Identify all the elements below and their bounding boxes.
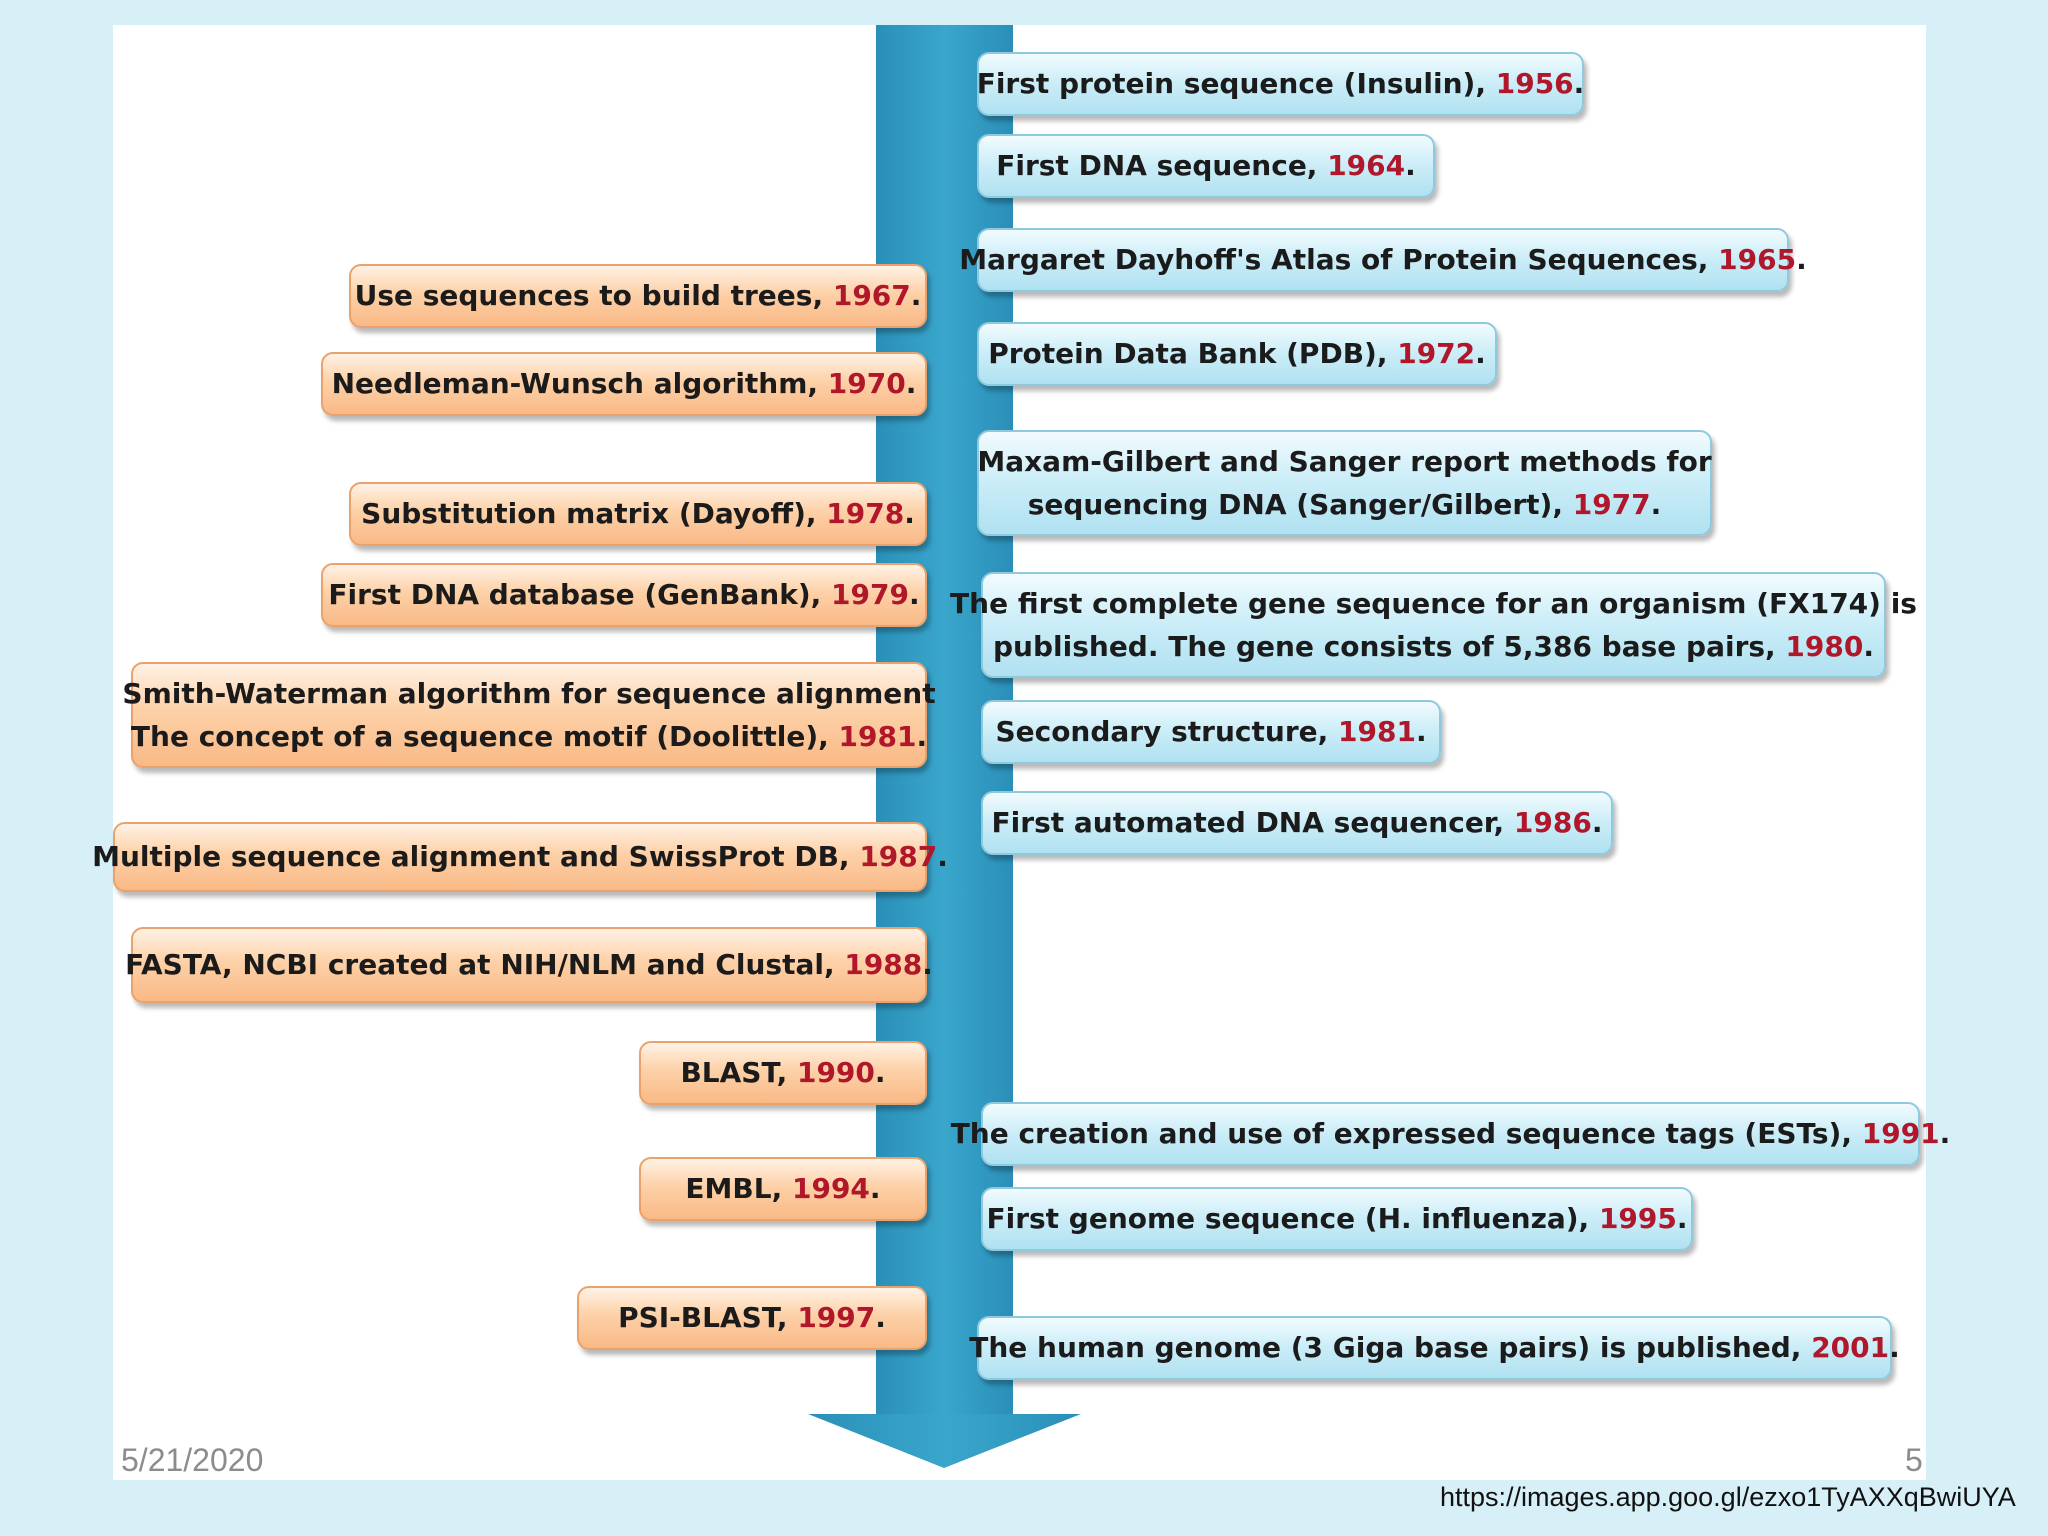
event-box-right	[981, 1187, 1693, 1251]
event-line	[996, 144, 1416, 188]
event-year: 1978	[826, 497, 905, 530]
event-text: Multiple sequence alignment and SwissProt DB,	[92, 840, 860, 873]
event-line	[122, 715, 935, 758]
event-box-left	[639, 1157, 927, 1221]
event-year: 1980	[1785, 630, 1864, 663]
event-end: .	[922, 948, 933, 981]
event-box-left	[321, 563, 927, 627]
event-end: .	[905, 367, 917, 400]
event-box-left	[349, 482, 927, 546]
event-end: .	[869, 1172, 881, 1205]
event-text: First protein sequence (Insulin),	[976, 67, 1496, 100]
event-end: .	[910, 279, 922, 312]
event-box-right	[950, 1102, 1951, 1166]
event-end: .	[1889, 1331, 1900, 1364]
event-year: 2001	[1811, 1331, 1890, 1364]
event-year: 1979	[831, 578, 909, 611]
event-year: 1981	[1338, 715, 1416, 748]
event-text: FASTA, NCBI created at NIH/NLM and Clustal,	[125, 948, 845, 981]
event-box-left	[321, 352, 927, 416]
event-year: 1997	[797, 1301, 876, 1334]
event-line	[995, 710, 1426, 754]
event-line	[950, 582, 1917, 625]
event-text: Smith-Waterman algorithm for sequence alignment	[122, 677, 936, 710]
event-text: First automated DNA sequencer,	[991, 806, 1514, 839]
event-box-right	[977, 430, 1712, 536]
event-line	[618, 1296, 886, 1340]
event-text: Protein Data Bank (PDB),	[988, 337, 1398, 370]
event-text: BLAST,	[680, 1056, 797, 1089]
event-box-left	[92, 822, 948, 892]
event-year: 1995	[1598, 1202, 1677, 1235]
event-year: 1986	[1513, 806, 1592, 839]
event-text: published. The gene consists of 5,386 base pairs,	[993, 630, 1786, 663]
event-box-left	[125, 927, 933, 1003]
event-box-right	[959, 228, 1807, 292]
event-text: Substitution matrix (Dayoff),	[361, 497, 827, 530]
event-text: sequencing DNA (Sanger/Gilbert),	[1027, 488, 1573, 521]
event-text: The first complete gene sequence for an organism (FX174) is	[950, 587, 1917, 620]
event-year: 1987	[859, 840, 938, 873]
event-line	[951, 1112, 1951, 1156]
event-year: 1990	[796, 1056, 875, 1089]
event-box-right	[981, 791, 1613, 855]
event-line	[977, 483, 1711, 526]
event-end: .	[875, 1301, 886, 1334]
event-text: PSI-BLAST,	[618, 1301, 798, 1334]
event-end: .	[1405, 149, 1416, 182]
event-line	[680, 1051, 885, 1095]
event-box-right	[950, 572, 1917, 678]
event-line	[685, 1167, 880, 1211]
event-year: 1991	[1861, 1117, 1940, 1150]
timeline-arrowhead	[808, 1414, 1081, 1468]
event-line	[950, 625, 1917, 668]
event-year: 1970	[827, 367, 906, 400]
event-year: 1965	[1718, 243, 1797, 276]
event-year: 1994	[791, 1172, 870, 1205]
event-end: .	[1415, 715, 1427, 748]
event-box-right	[977, 322, 1497, 386]
event-line	[125, 943, 933, 987]
event-text: Use sequences to build trees,	[354, 279, 833, 312]
event-end: .	[1676, 1202, 1688, 1235]
event-end: .	[1573, 67, 1585, 100]
event-year: 1981	[838, 720, 917, 753]
event-end: .	[1591, 806, 1603, 839]
event-end: .	[908, 578, 920, 611]
event-text: The human genome (3 Giga base pairs) is published,	[969, 1331, 1812, 1364]
event-end: .	[937, 840, 948, 873]
event-line	[977, 62, 1585, 106]
event-line	[986, 1197, 1687, 1241]
event-text: First genome sequence (H. influenza),	[986, 1202, 1599, 1235]
event-year: 1988	[844, 948, 923, 981]
event-line	[92, 835, 948, 879]
event-text: EMBL,	[685, 1172, 792, 1205]
source-url: https://images.app.goo.gl/ezxo1TyAXXqBwiUYA	[1440, 1482, 2016, 1512]
event-box-left	[349, 264, 927, 328]
event-year: 1972	[1397, 337, 1476, 370]
slide-page-number: 5	[1905, 1442, 1923, 1478]
event-box-left	[122, 662, 936, 768]
event-box-right	[981, 700, 1441, 764]
event-box-left	[577, 1286, 927, 1350]
event-line	[992, 801, 1603, 845]
event-line	[361, 492, 915, 536]
event-text: The concept of a sequence motif (Doolittle),	[130, 720, 839, 753]
event-end: .	[1650, 488, 1662, 521]
event-year: 1967	[832, 279, 911, 312]
event-text: Needleman-Wunsch algorithm,	[331, 367, 828, 400]
event-end: .	[1796, 243, 1807, 276]
event-line	[988, 332, 1486, 376]
event-line	[969, 1326, 1900, 1370]
event-box-right	[969, 1316, 1900, 1380]
event-box-right	[977, 52, 1584, 116]
event-end: .	[904, 497, 915, 530]
event-line	[122, 672, 935, 715]
event-text: The creation and use of expressed sequence tags (ESTs),	[950, 1117, 1862, 1150]
event-box-right	[977, 134, 1435, 198]
event-text: First DNA database (GenBank),	[328, 578, 832, 611]
event-end: .	[874, 1056, 886, 1089]
event-end: .	[1863, 630, 1874, 663]
slide-date: 5/21/2020	[121, 1442, 264, 1478]
event-end: .	[1475, 337, 1486, 370]
event-text: Margaret Dayhoff's Atlas of Protein Sequences,	[959, 243, 1719, 276]
event-line	[355, 274, 922, 318]
event-line	[977, 440, 1711, 483]
event-end: .	[916, 720, 928, 753]
event-year: 1956	[1495, 67, 1574, 100]
event-line	[332, 362, 917, 406]
event-box-left	[639, 1041, 927, 1105]
event-line	[328, 573, 919, 617]
event-end: .	[1939, 1117, 1951, 1150]
event-text: Secondary structure,	[995, 715, 1338, 748]
event-year: 1964	[1327, 149, 1406, 182]
event-text: First DNA sequence,	[996, 149, 1328, 182]
event-year: 1977	[1572, 488, 1651, 521]
event-text: Maxam-Gilbert and Sanger report methods for	[977, 445, 1712, 478]
event-line	[959, 238, 1806, 282]
